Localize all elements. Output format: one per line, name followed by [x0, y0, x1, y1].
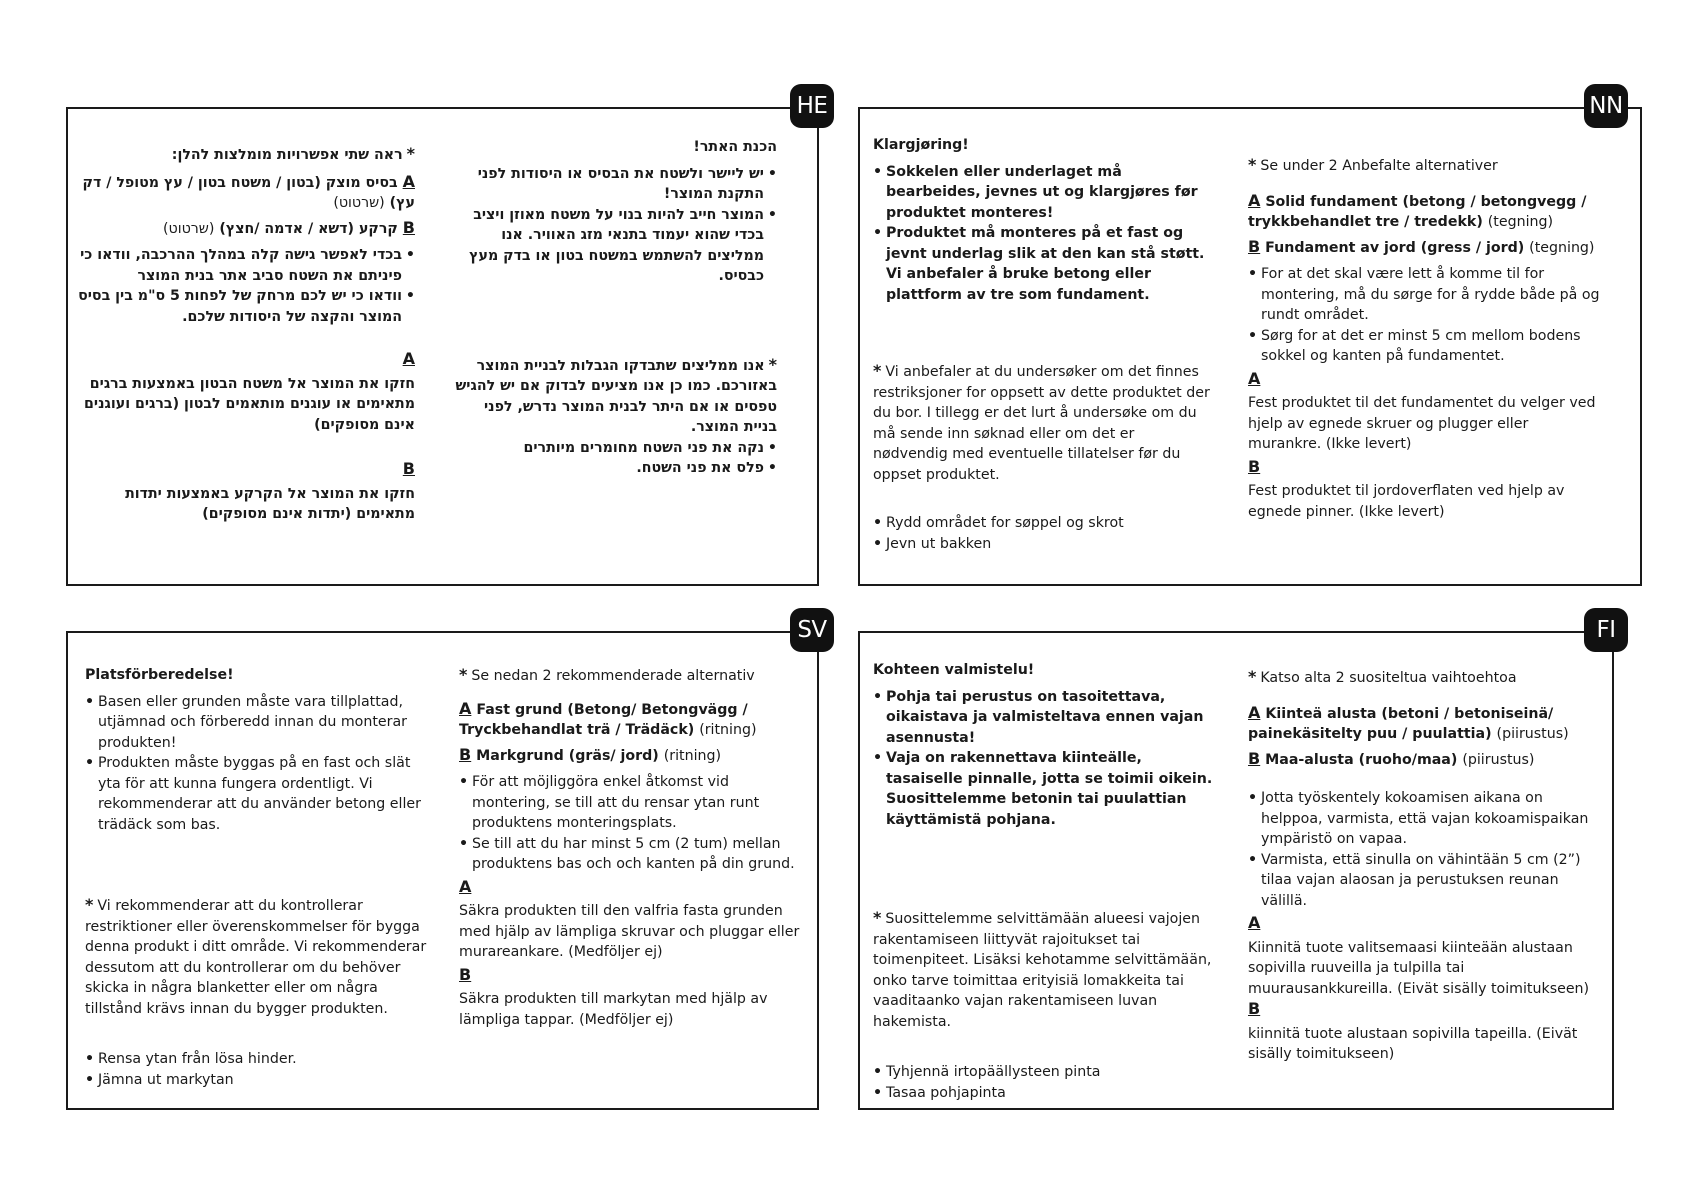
- fi-right-column: [1248, 667, 1600, 1065]
- nn-option-a-text: Solid fundament (betong / betongvegg / trykkbehandlet tre / tredekk): [1248, 193, 1587, 230]
- nn-option-b: [1248, 237, 1600, 259]
- fi-option-b-text: Maa-alusta (ruoho/maa): [1265, 751, 1458, 768]
- nn-option-a-letter: A: [1248, 190, 1261, 210]
- nn-bullet2-1: • Rydd området for søppel og skrot: [873, 513, 1211, 534]
- he-option-b-text: קרקע (דשא / אדמה /חצץ): [219, 220, 398, 237]
- asterisk-icon: *: [459, 665, 468, 684]
- he-option-b-letter: B: [402, 217, 415, 237]
- nn-option-b-letter: B: [1248, 236, 1261, 256]
- fi-section-b-letter: B: [1248, 999, 1261, 1018]
- fi-right-bullet-2: • Varmista, että sinulla on vähintään 5 cm (2”) tilaa vajan alaosan ja perustuksen reunan välillä.: [1248, 850, 1600, 912]
- nn-option-a-hint: (tegning): [1487, 214, 1554, 230]
- he-bullet-1: • יש ליישר ולשטח את הבסיס או היסודות לפני התקנת המוצר!: [455, 164, 777, 205]
- nn-bullet-2: • Produktet må monteres på et fast og jevnt underlag slik at den kan stå støtt. Vi anbefaler å bruke betong eller plattform av tre som fundament.: [873, 223, 1211, 305]
- he-left-column: [455, 137, 777, 479]
- fi-bullet2-2: • Tasaa pohjapinta: [873, 1083, 1218, 1104]
- sv-right-bullet-2: • Se till att du har minst 5 cm (2 tum) mellan produktens bas och och kanten på din grund.: [459, 834, 804, 875]
- fi-bullet-2: • Vaja on rakennettava kiinteälle, tasaiselle pinnalle, jotta se toimii oikein. Suosittelemme betonin tai puulattian käyttämistä pohjana.: [873, 748, 1218, 830]
- fi-right-bullet-1: • Jotta työskentely kokoamisen aikana on helppoa, varmista, että vajan kokoamispaikan ympäristö on vapaa.: [1248, 788, 1600, 850]
- fi-option-b-letter: B: [1248, 748, 1261, 768]
- nn-note-text: Vi anbefaler at du undersøker om det finnes restriksjoner for oppsett av dette produktet der du bor. I tillegg er det lurt å undersøke om du må sende inn søknad eller om det er nødvendig med eventuelle tillatelser før du oppset produktet.: [873, 364, 1210, 483]
- fi-intro-text: Katso alta 2 suositeltua vaihtoehtoa: [1260, 670, 1517, 686]
- nn-title: Klargjøring!: [873, 137, 969, 153]
- he-note-text: אנו ממליצים שתבדקו הגבלות לבניית המוצר באזורכם. כמו כן אנו מציעים לבדוק אם יש להגיש טפסים או אם היתר לבנית המוצר נדרש, לפני בניית המוצר.: [455, 357, 777, 435]
- he-section-b-text: חזקו את המוצר אל הקרקע באמצעות יתדות מתאימים (יתדות אינם מסופקים): [125, 485, 415, 522]
- nn-bullet-1: • Sokkelen eller underlaget må bearbeides, jevnes ut og klargjøres før produktet monteres!: [873, 162, 1211, 224]
- language-badge-fi: FI: [1584, 608, 1628, 652]
- asterisk-icon: *: [1248, 667, 1257, 686]
- sv-right-bullet-1: • För att möjliggöra enkel åtkomst vid montering, se till att du rensar ytan runt produktens monteringsplats.: [459, 772, 804, 834]
- he-option-a-letter: A: [402, 171, 415, 191]
- sv-option-a-text: Fast grund (Betong/ Betongvägg / Tryckbehandlat trä / Trädäck): [459, 701, 748, 738]
- sv-option-b: [459, 745, 804, 767]
- he-option-a: [75, 172, 415, 214]
- he-right-bullet-1: • בכדי לאפשר גישה קלה במהלך ההרכבה, וודאו כי פיניתם את השטח סביב אתר בנית המוצר: [75, 245, 415, 286]
- sv-option-b-hint: (ritning): [663, 747, 722, 764]
- he-title: הכנת האתר!: [693, 139, 777, 155]
- sv-title: Platsförberedelse!: [85, 667, 234, 683]
- fi-option-a-letter: A: [1248, 702, 1261, 722]
- fi-bullet2-1: • Tyhjennä irtopäällysteen pinta: [873, 1062, 1218, 1083]
- fi-bullet-1: • Pohja tai perustus on tasoitettava, oikaistava ja valmisteltava ennen vajan asennusta!: [873, 687, 1218, 749]
- fi-title: Kohteen valmistelu!: [873, 662, 1035, 678]
- sv-intro: [459, 665, 804, 687]
- he-option-a-text: בסיס מוצק (בטון / משטח בטון / עץ מטופל / דק עץ): [82, 174, 415, 211]
- sv-bullet-1: • Basen eller grunden måste vara tillplattad, utjämnad och förberedd innan du monterar produkten!: [85, 692, 435, 754]
- fi-note: [873, 908, 1218, 1032]
- he-option-b: [75, 218, 415, 240]
- sv-option-a-letter: A: [459, 698, 472, 718]
- asterisk-icon: *: [406, 144, 415, 163]
- asterisk-icon: *: [873, 908, 882, 927]
- nn-left-column: [873, 135, 1211, 554]
- nn-section-a-text: Fest produktet til det fundamentet du velger ved hjelp av egnede skruer og plugger eller murankre. (Ikke levert): [1248, 395, 1596, 452]
- nn-option-b-hint: (tegning): [1529, 239, 1595, 256]
- sv-section-a-text: Säkra produkten till den valfria fasta grunden med hjälp av lämpliga skruvar och pluggar eller murareankare. (Medföljer ej): [459, 903, 800, 960]
- he-option-b-hint: (שרטוט): [163, 220, 215, 237]
- sv-section-b-letter: B: [459, 964, 472, 984]
- sv-option-b-letter: B: [459, 744, 472, 764]
- he-bullet2-2: • פלס את פני השטח.: [455, 458, 777, 479]
- nn-intro-text: Se under 2 Anbefalte alternativer: [1260, 158, 1498, 174]
- language-badge-sv: SV: [790, 608, 834, 652]
- sv-left-column: [85, 665, 435, 1090]
- nn-option-b-text: Fundament av jord (gress / jord): [1265, 239, 1525, 256]
- sv-option-a: [459, 699, 804, 741]
- fi-option-b-hint: (piirustus): [1462, 751, 1535, 768]
- he-bullet2-1: • נקה את פני השטח מחומרים מיותרים: [455, 438, 777, 459]
- language-badge-nn: NN: [1584, 84, 1628, 128]
- nn-section-b-letter: B: [1248, 456, 1261, 476]
- fi-section-a-letter: A: [1248, 913, 1261, 932]
- asterisk-icon: *: [873, 361, 882, 380]
- he-intro-text: ראה שתי אפשרויות מומלצות להלן:: [171, 147, 403, 163]
- he-option-a-hint: (שרטוט): [333, 195, 385, 211]
- asterisk-icon: *: [768, 354, 777, 374]
- sv-section-a-letter: A: [459, 876, 472, 896]
- he-section-a-text: חזקו את המוצר אל משטח הבטון באמצעות ברגים מתאימים או עוגנים מותאמים לבטון (ברגים ועוגנים אינם מסופקים): [84, 375, 415, 433]
- nn-right-bullet-2: • Sørg for at det er minst 5 cm mellom bodens sokkel og kanten på fundamentet.: [1248, 326, 1600, 367]
- he-section-a-letter: A: [402, 349, 415, 368]
- he-right-column: [75, 144, 415, 525]
- nn-bullet2-2: • Jevn ut bakken: [873, 534, 1211, 555]
- he-bullet-2: • המוצר חייב להיות בנוי על משטח מאוזן ויציב בכדי שהוא יעמוד בתנאי מזג האוויר. אנו ממליצים להשתמש במשטח בטון או בדק מעץ כבסיס.: [455, 205, 777, 287]
- language-badge-he: HE: [790, 84, 834, 128]
- sv-note: [85, 895, 435, 1019]
- fi-option-a-hint: (piirustus): [1496, 726, 1569, 742]
- asterisk-icon: *: [85, 895, 94, 914]
- nn-note: [873, 361, 1211, 485]
- fi-note-text: Suosittelemme selvittämään alueesi vajojen rakentamiseen liittyvät rajoitukset tai toimenpiteet. Lisäksi kehotamme selvittämään, onko tarve toimittaa erityisiä lomakkeita tai vaaditaanko vajan rakentamiseen luvan hakemista.: [873, 911, 1212, 1030]
- fi-left-column: [873, 660, 1218, 1103]
- fi-intro: [1248, 667, 1600, 689]
- he-note: [455, 355, 777, 438]
- nn-intro: [1248, 155, 1600, 177]
- sv-section-b-text: Säkra produkten till markytan med hjälp av lämpliga tappar. (Medföljer ej): [459, 991, 768, 1028]
- nn-section-b-text: Fest produktet til jordoverflaten ved hjelp av egnede pinner. (Ikke levert): [1248, 483, 1565, 520]
- he-right-bullet-2: • וודאו כי יש לכם מרחק של לפחות 5 ס"מ בין בסיס המוצר והקצה של היסודות שלכם.: [75, 286, 415, 327]
- fi-option-b: [1248, 749, 1600, 771]
- sv-note-text: Vi rekommenderar att du kontrollerar restriktioner eller överenskommelser för bygga denna produkt i ditt område. Vi rekommenderar dessutom att du kontrollerar om du behöver skicka in några blanketter eller om några tillstånd krävs innan du bygger produkten.: [85, 898, 427, 1017]
- sv-option-b-text: Markgrund (gräs/ jord): [476, 747, 659, 764]
- nn-section-a-letter: A: [1248, 368, 1261, 388]
- he-section-b-letter: B: [402, 459, 415, 478]
- sv-intro-text: Se nedan 2 rekommenderade alternativ: [471, 668, 755, 684]
- asterisk-icon: *: [1248, 155, 1257, 174]
- sv-bullet2-1: • Rensa ytan från lösa hinder.: [85, 1049, 435, 1070]
- sv-option-a-hint: (ritning): [699, 722, 757, 738]
- nn-right-column: [1248, 155, 1600, 522]
- sv-bullet2-2: • Jämna ut markytan: [85, 1070, 435, 1091]
- nn-option-a: [1248, 191, 1600, 233]
- fi-section-b-text: kiinnitä tuote alustaan sopivilla tapeilla. (Eivät sisälly toimitukseen): [1248, 1025, 1578, 1062]
- sv-bullet-2: • Produkten måste byggas på en fast och slät yta för att kunna fungera ordentligt. Vi rekommenderar att du använder betong eller trädäck som bas.: [85, 753, 435, 835]
- fi-option-a: [1248, 703, 1600, 745]
- fi-section-a-text: Kiinnitä tuote valitsemaasi kiinteään alustaan sopivilla ruuveilla ja tulpilla tai muurausankkureilla. (Eivät sisälly toimitukseen): [1248, 939, 1590, 997]
- sv-right-column: [459, 665, 804, 1030]
- he-intro: [75, 144, 415, 166]
- nn-right-bullet-1: • For at det skal være lett å komme til for montering, må du sørge for å rydde både på og rundt området.: [1248, 264, 1600, 326]
- fi-option-a-text: Kiinteä alusta (betoni / betoniseinä/ painekäsitelty puu / puulattia): [1248, 705, 1554, 742]
